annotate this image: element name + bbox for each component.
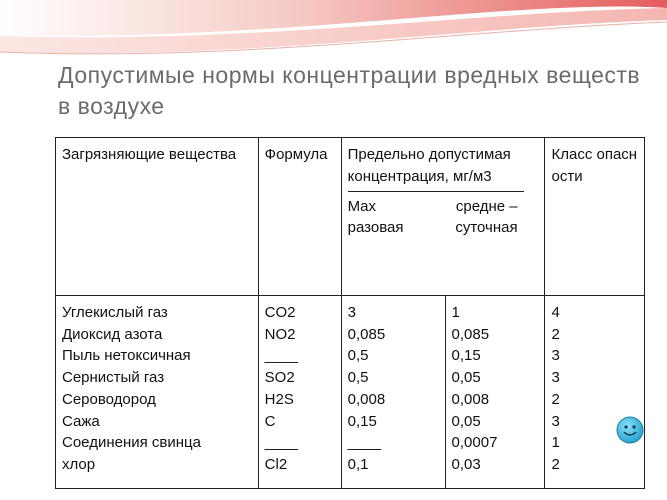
formula-cell: Cl2 [264, 455, 288, 473]
formula-cell: ____ [264, 434, 299, 452]
header-formula: Формула [258, 138, 341, 296]
class-cell: 2 [551, 390, 560, 408]
header-divider [348, 191, 525, 192]
pollutant-norms-table [55, 137, 645, 489]
substance-cell: Диоксид азота [62, 325, 163, 343]
header-substance: Загрязняющие вещества [56, 138, 259, 296]
substance-cell: Сажа [62, 412, 100, 430]
class-cell: 2 [551, 325, 560, 343]
avg-cell: 0,05 [451, 369, 481, 387]
formula-column [258, 296, 341, 489]
avg-cell: 0,008 [451, 390, 490, 408]
formula-cell: C [264, 412, 276, 430]
class-cell: 3 [551, 412, 560, 430]
header-class-label: Класс опасности [551, 146, 638, 185]
decorative-banner [0, 0, 667, 60]
substance-cell: Пыль нетоксичная [62, 347, 191, 365]
max-concentration-column [341, 296, 445, 489]
substance-cell: Соединения свинца [62, 434, 201, 452]
max-cell: 0,085 [347, 325, 386, 343]
header-class [545, 138, 645, 296]
avg-cell: 0,085 [451, 325, 490, 343]
avg-concentration-column [445, 296, 545, 489]
header-avg-line2: суточная [455, 219, 518, 237]
header-concentration [341, 138, 545, 296]
header-concentration-label: Предельно допустимая концентрация, мг/м3 [347, 146, 511, 185]
header-max-line1: Max [347, 198, 376, 216]
max-cell: 0,1 [347, 455, 369, 473]
class-cell: 2 [551, 455, 560, 473]
formula-cell: CO2 [264, 304, 296, 321]
avg-cell: 1 [451, 304, 460, 321]
class-cell: 3 [551, 369, 560, 387]
class-cell: 4 [551, 304, 560, 321]
max-cell: ____ [347, 434, 381, 452]
max-cell: 0,5 [347, 347, 369, 365]
hazard-class-column [545, 296, 645, 489]
table-body-row [56, 296, 645, 489]
formula-cell: ____ [264, 347, 299, 365]
header-max-line2: разовая [347, 219, 404, 237]
max-cell: 0,15 [347, 412, 377, 430]
smiley-face-icon [616, 416, 644, 444]
substance-column [56, 296, 259, 489]
max-cell: 0,5 [347, 369, 369, 387]
avg-cell: 0,0007 [451, 434, 498, 452]
formula-cell: SO2 [264, 369, 295, 387]
header-subcolumns-2 [348, 217, 518, 238]
substance-cell: Сероводород [62, 390, 156, 408]
table-header-row [56, 138, 645, 296]
class-cell: 1 [551, 434, 560, 452]
substance-cell: Сернистый газ [62, 369, 165, 387]
formula-cell: NO2 [264, 325, 296, 343]
substance-cell: Углекислый газ [62, 304, 168, 321]
max-cell: 3 [347, 304, 356, 321]
page-title: Допустимые нормы концентрации вредных веществ в воздухе [58, 62, 641, 119]
avg-cell: 0,05 [451, 412, 481, 430]
header-avg-line1: средне – [455, 198, 518, 216]
substance-cell: хлор [62, 455, 96, 473]
class-cell: 3 [551, 347, 560, 365]
max-cell: 0,008 [347, 390, 386, 408]
avg-cell: 0,03 [451, 455, 481, 473]
header-subcolumns [348, 196, 518, 217]
formula-cell: H2S [264, 390, 294, 408]
avg-cell: 0,15 [451, 347, 481, 365]
